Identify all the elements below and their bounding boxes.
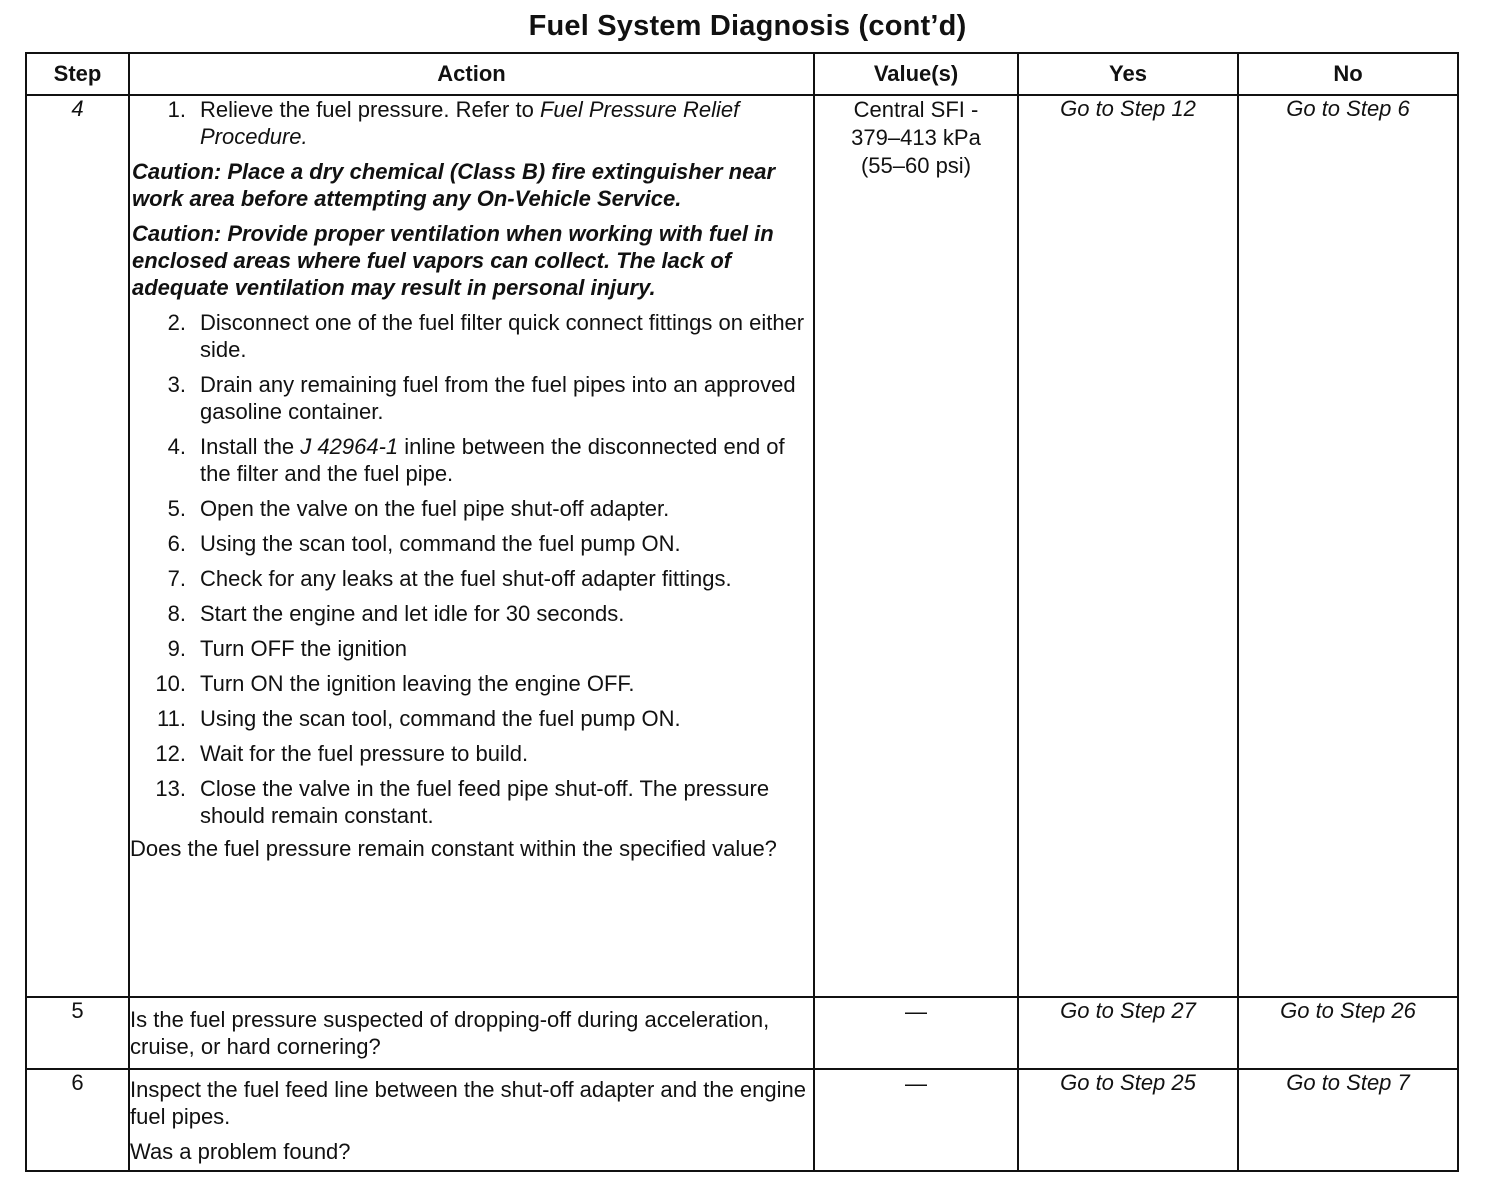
header-row xyxy=(26,53,1458,95)
caution-note: Caution: Place a dry chemical (Class B) fire extinguisher near work area before attempting any On-Vehicle Service. xyxy=(132,159,776,211)
list-item xyxy=(130,740,813,767)
list-item xyxy=(130,775,813,829)
list-text: Close the valve in the fuel feed pipe shut-off. The pressure should remain constant. xyxy=(200,776,770,828)
list-item xyxy=(130,309,813,363)
header-action: Action xyxy=(129,53,814,95)
list-text: Open the valve on the fuel pipe shut-off adapter. xyxy=(200,496,670,521)
list-number: 12. xyxy=(155,741,186,766)
list-text: Check for any leaks at the fuel shut-off adapter fittings. xyxy=(200,566,732,591)
yes-cell: Go to Step 27 xyxy=(1018,997,1238,1069)
action-cell xyxy=(129,997,814,1069)
list-item xyxy=(130,495,813,522)
list-text: Turn ON the ignition leaving the engine OFF. xyxy=(200,671,635,696)
list-number: 4. xyxy=(167,434,186,459)
list-text: Drain any remaining fuel from the fuel pipes into an approved gasoline container. xyxy=(200,372,796,424)
value-line: 379–413 kPa xyxy=(851,125,981,150)
yes-cell: Go to Step 12 xyxy=(1018,95,1238,997)
question-text: Was a problem found? xyxy=(130,1139,351,1164)
no-cell: Go to Step 7 xyxy=(1238,1069,1458,1171)
no-cell: Go to Step 26 xyxy=(1238,997,1458,1069)
list-text: Turn OFF the ignition xyxy=(200,636,408,661)
list-text: Relieve the fuel pressure. Refer to Fuel Pressure Relief Procedure. xyxy=(200,97,740,149)
list-item xyxy=(130,565,813,592)
header-step: Step xyxy=(26,53,129,95)
question-text: Is the fuel pressure suspected of dropping-off during acceleration, cruise, or hard cornering? xyxy=(130,1007,770,1059)
value-line: (55–60 psi) xyxy=(860,153,972,178)
list-text: Using the scan tool, command the fuel pump ON. xyxy=(200,531,681,556)
reference-link: J 42964-1 xyxy=(300,434,399,459)
caution-note: Caution: Provide proper ventilation when working with fuel in enclosed areas where fuel vapors can collect. The lack of adequate ventilation may result in personal injury. xyxy=(132,221,774,300)
list-number: 9. xyxy=(167,636,186,661)
diagnosis-table xyxy=(25,52,1459,1172)
list-number: 2. xyxy=(167,310,186,335)
action-cell xyxy=(129,95,814,997)
list-number: 13. xyxy=(155,776,186,801)
list-number: 8. xyxy=(167,601,186,626)
list-number: 7. xyxy=(167,566,186,591)
list-text: Disconnect one of the fuel filter quick connect fittings on either side. xyxy=(200,310,805,362)
step-number: 6 xyxy=(26,1069,129,1171)
table-row xyxy=(26,95,1458,997)
list-item xyxy=(130,705,813,732)
list-number: 5. xyxy=(167,496,186,521)
yes-cell: Go to Step 25 xyxy=(1018,1069,1238,1171)
question-text: Does the fuel pressure remain constant within the specified value? xyxy=(130,836,777,861)
list-item xyxy=(130,670,813,697)
header-no: No xyxy=(1238,53,1458,95)
list-text: Start the engine and let idle for 30 seconds. xyxy=(200,601,625,626)
reference-link: Fuel Pressure Relief Procedure. xyxy=(200,97,740,149)
header-values: Value(s) xyxy=(814,53,1018,95)
list-number: 6. xyxy=(167,531,186,556)
list-item xyxy=(130,530,813,557)
table-row xyxy=(26,1069,1458,1171)
list-number: 11. xyxy=(157,706,186,731)
list-text: Install the J 42964-1 inline between the disconnected end of the filter and the fuel pipe. xyxy=(200,434,785,486)
list-number: 10. xyxy=(155,671,186,696)
no-cell: Go to Step 6 xyxy=(1238,95,1458,997)
list-number: 1. xyxy=(167,97,186,122)
instruction-text: Inspect the fuel feed line between the shut-off adapter and the engine fuel pipes. xyxy=(130,1077,806,1129)
step-number: 5 xyxy=(26,997,129,1069)
table-row xyxy=(26,997,1458,1069)
list-item xyxy=(130,635,813,662)
action-cell xyxy=(129,1069,814,1171)
value-cell: — xyxy=(814,1069,1018,1171)
value-cell: — xyxy=(814,997,1018,1069)
header-yes: Yes xyxy=(1018,53,1238,95)
list-item xyxy=(130,433,813,487)
list-text: Wait for the fuel pressure to build. xyxy=(200,741,529,766)
list-text: Using the scan tool, command the fuel pump ON. xyxy=(200,706,681,731)
value-line: Central SFI - xyxy=(853,97,979,122)
list-number: 3. xyxy=(167,372,186,397)
page-title: Fuel System Diagnosis (cont’d) xyxy=(528,10,967,42)
value-cell xyxy=(814,95,1018,997)
step-number: 4 xyxy=(26,95,129,997)
list-item xyxy=(130,371,813,425)
list-item xyxy=(130,96,813,150)
list-item xyxy=(130,600,813,627)
